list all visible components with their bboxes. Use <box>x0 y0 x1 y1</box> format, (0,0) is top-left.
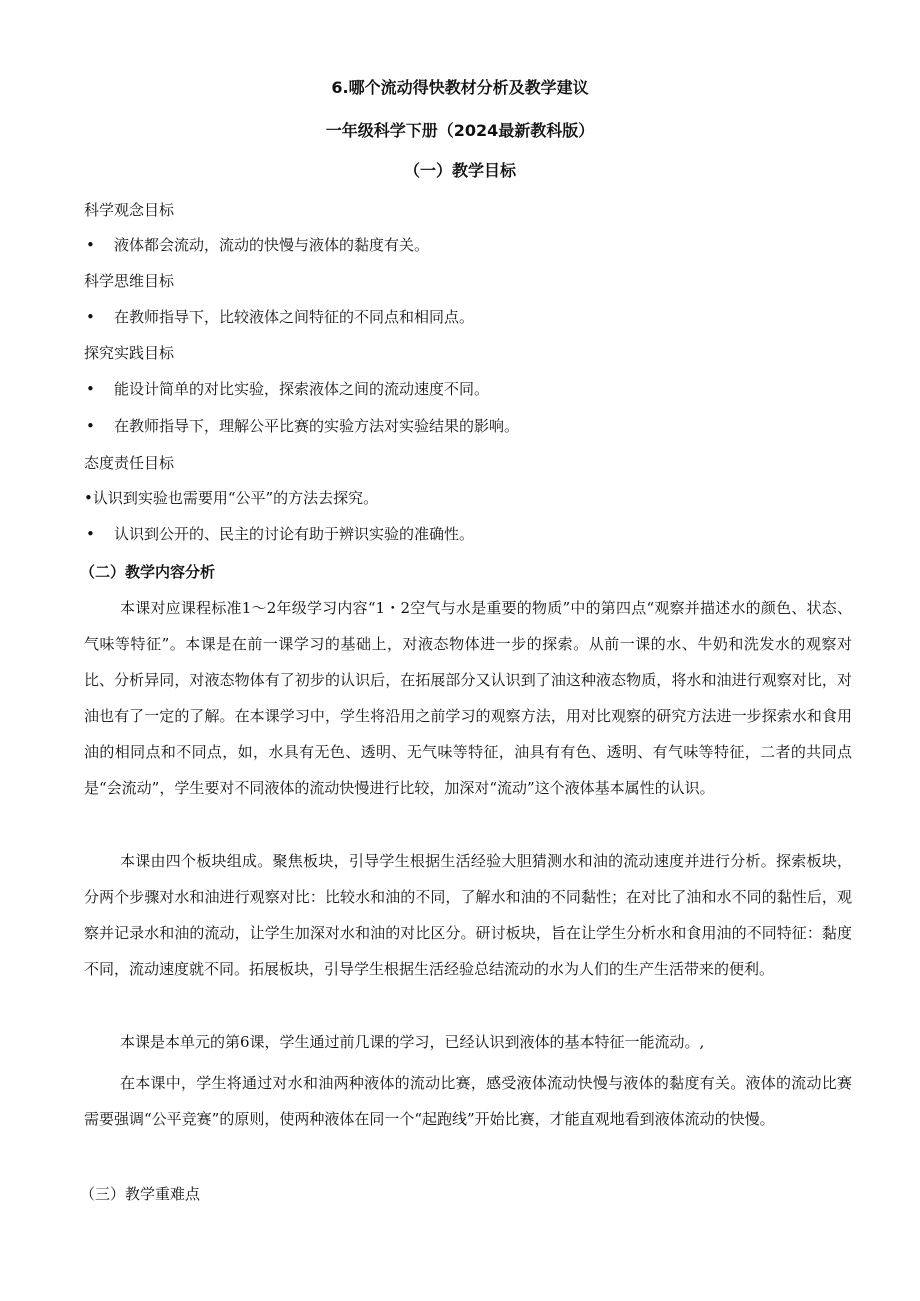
attitude-goal-label: 态度责任目标 <box>84 454 175 472</box>
bullet-icon: • <box>86 380 95 398</box>
thinking-goal-label: 科学思维目标 <box>84 272 175 290</box>
section-heading-key-points: （三）教学重难点 <box>80 1185 201 1203</box>
practice-goal-item-2: 在教师指导下，理解公平比赛的实验方法对实验结果的影响。 <box>114 417 520 435</box>
concept-goal-item: 液体都会流动，流动的快慢与液体的黏度有关。 <box>114 236 430 254</box>
practice-goal-label: 探究实践目标 <box>84 344 175 362</box>
content-paragraph-2: 本课由四个板块组成。聚焦板块，引导学生根据生活经验大胆猜测水和油的流动速度并进行分析。探索板块，分两个步骤对水和油进行观察对比：比较水和油的不同，了解水和油的不同黏性；在对比了油和水不同的黏性后，观察并记录水和油的流动，让学生加深对水和油的对比区分。研讨板块，旨在让学生分析水和食用油的不同特征：黏度不同，流动速度就不同。拓展板块，引导学生根据生活经验总结流动的水为人们的生产生活带来的便利。 <box>84 852 852 978</box>
content-paragraph-3: 本课是本单元的第6课，学生通过前几课的学习，已经认识到液体的基本特征一能流动。, <box>120 1033 705 1051</box>
bullet-icon: • <box>86 308 95 326</box>
section-heading-goals: （一）教学目标 <box>403 161 516 180</box>
content-paragraph-4: 在本课中，学生将通过对水和油两种液体的流动比赛，感受液体流动快慢与液体的黏度有关。液体的流动比赛需要强调“公平竞赛”的原则，使两种液体在同一个“起跑线”开始比赛，才能直观地看到液体流动的快慢。 <box>84 1074 852 1128</box>
section-heading-content: （二）教学内容分析 <box>80 563 216 581</box>
bullet-icon: • <box>86 525 95 543</box>
document-subtitle: 一年级科学下册（2024最新教科版） <box>325 121 595 140</box>
concept-goal-label: 科学观念目标 <box>84 201 175 219</box>
practice-goal-item-1: 能设计简单的对比实验，探索液体之间的流动速度不同。 <box>114 380 490 398</box>
content-paragraph-1: 本课对应课程标准1〜2年级学习内容“1・2空气与水是重要的物质”中的第四点“观察并描述水的颜色、状态、气味等特征”。本课是在前一课学习的基础上，对液态物体进一步的探索。从前一课的水、牛奶和洗发水的观察对比、分析异同，对液态物体有了初步的认识后，在拓展部分又认识到了油这种液态物质，将水和油进行观察对比，对油也有了一定的了解。在本课学习中，学生将沿用之前学习的观察方法，用对比观察的研究方法进一步探索水和食用油的相同点和不同点，如，水具有无色、透明、无气味等特征，油具有有色、透明、有气味等特征，二者的共同点是“会流动”，学生要对不同液体的流动快慢进行比较，加深对“流动”这个液体基本属性的认识。 <box>84 599 852 797</box>
attitude-goal-item-1: •认识到实验也需要用“公平”的方法去探究。 <box>84 489 379 507</box>
bullet-icon: • <box>86 417 95 435</box>
attitude-goal-item-2: 认识到公开的、民主的讨论有助于辨识实验的准确性。 <box>114 525 475 543</box>
bullet-icon: • <box>86 236 95 254</box>
thinking-goal-item: 在教师指导下，比较液体之间特征的不同点和相同点。 <box>114 308 475 326</box>
document-title: 6.哪个流动得快教材分析及教学建议 <box>331 78 589 97</box>
